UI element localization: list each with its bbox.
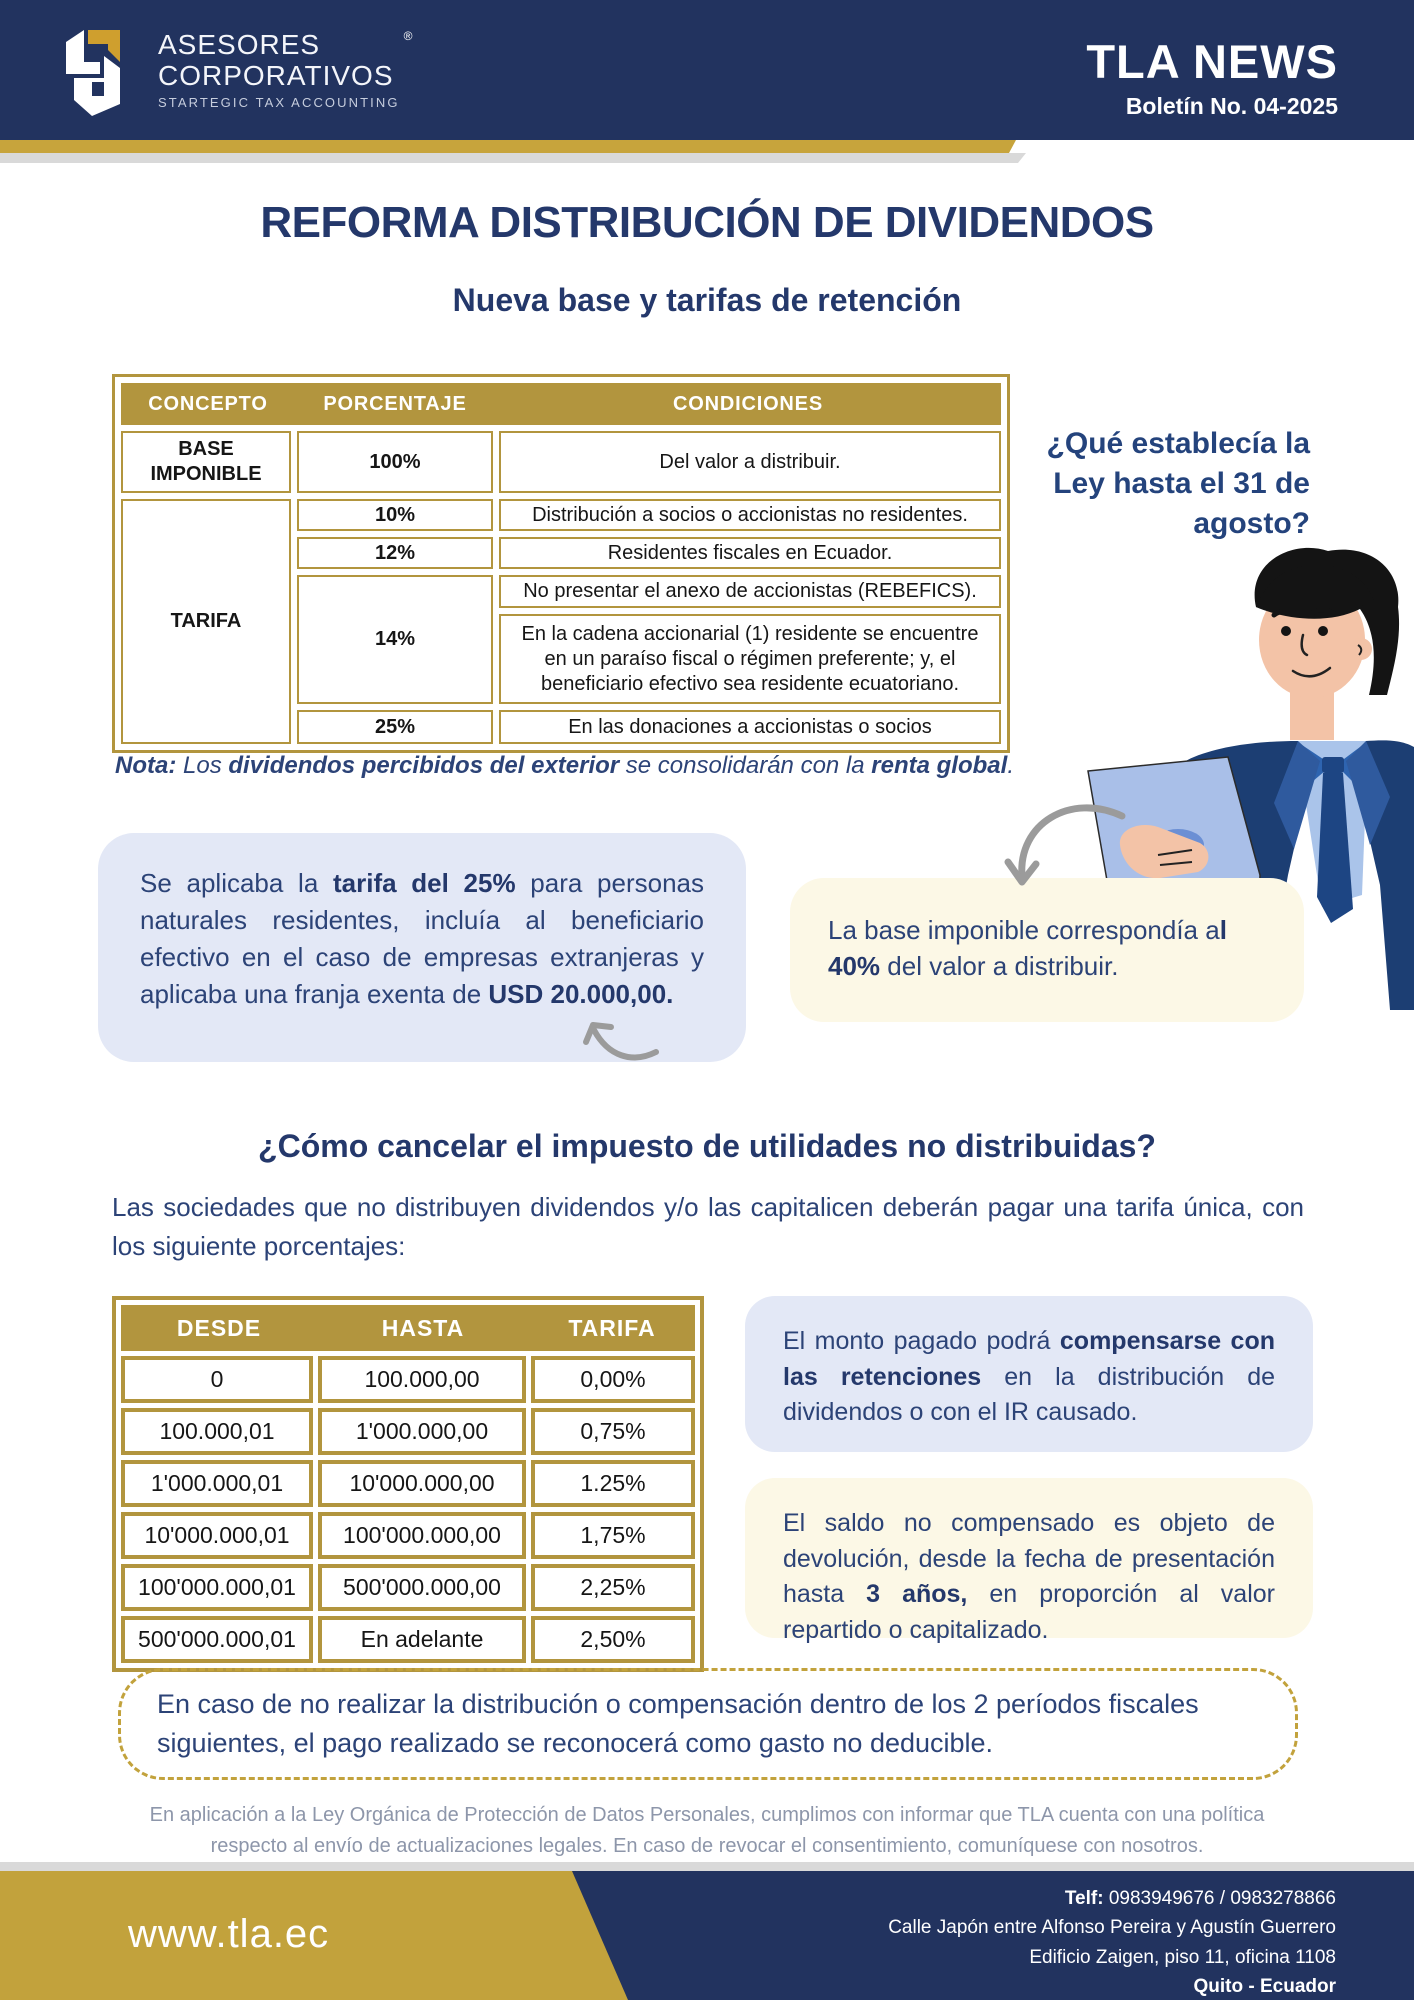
rate-table-header <box>121 1305 695 1351</box>
retention-table-header <box>121 383 1001 425</box>
brand-tagline: STARTEGIC TAX ACCOUNTING <box>158 95 400 111</box>
newsletter-title: TLA NEWS <box>1086 35 1338 88</box>
table-cell: 10'000.000,01 <box>121 1512 313 1559</box>
footer-gray-stripe <box>0 1862 1414 1871</box>
column-header: TARIFA <box>568 1314 656 1341</box>
table-cell: 100'000.000,00 <box>318 1512 526 1559</box>
callout-text: en proporción al valor repartido o capitalizado. <box>783 1580 1275 1644</box>
table-cell-concept: TARIFA <box>121 499 291 744</box>
curved-arrow-icon <box>1000 798 1140 910</box>
callout-bold: compensarse con las retenciones <box>783 1327 1276 1391</box>
page-subtitle: Nueva base y tarifas de retención <box>452 282 962 318</box>
table-cell: 10'000.000,00 <box>318 1460 526 1507</box>
table-cell-condition: No presentar el anexo de accionistas (REBEFICS). <box>499 575 1001 608</box>
table-cell: 100.000,01 <box>121 1408 313 1455</box>
table-cell-condition: Del valor a distribuir. <box>499 431 1001 493</box>
table-cell: 100'000.000,01 <box>121 1564 313 1611</box>
warning-text: En caso de no realizar la distribución o compensación dentro de los 2 períodos fiscales siguientes, el pago realizado se reconocerá como gasto no deducible. <box>157 1688 1199 1758</box>
brand-line-1: ASESORES <box>158 28 321 60</box>
phone-label: Telf: <box>1064 1888 1104 1909</box>
callout-bold: 3 años, <box>866 1580 968 1608</box>
page-title: REFORMA DISTRIBUCIÓN DE DIVIDENDOS <box>260 198 1154 247</box>
table-cell: 0,00% <box>531 1356 695 1403</box>
phone-line <box>888 1884 1336 1913</box>
callout-text: El saldo no compensado es objeto de devolución, desde la fecha de presentación hasta <box>783 1509 1275 1608</box>
table-cell-percentage: 25% <box>297 710 493 744</box>
contact-info <box>888 1884 1336 2000</box>
callout-text: Se aplicaba la <box>140 868 333 898</box>
column-header: CONDICIONES <box>673 392 823 415</box>
column-header: PORCENTAJE <box>323 392 467 415</box>
callout-bold: l 40% <box>828 915 1227 982</box>
phone-numbers: 0983949676 / 0983278866 <box>1103 1888 1336 1909</box>
callout-refund <box>745 1478 1313 1644</box>
table-cell-concept: BASE IMPONIBLE <box>121 431 291 493</box>
callout-text: La base imponible correspondía a <box>828 915 1220 945</box>
note-bold: dividendos percibidos del exterior <box>228 752 620 779</box>
registered-trademark: ® <box>403 29 413 43</box>
table-cell: 2,50% <box>531 1616 695 1663</box>
column-header: DESDE <box>176 1314 262 1341</box>
table-note <box>115 752 1015 780</box>
bulletin-number: Boletín No. 04-2025 <box>1125 93 1338 119</box>
table-cell: 2,25% <box>531 1564 695 1611</box>
privacy-disclaimer: En aplicación a la Ley Orgánica de Protección de Datos Personales, cumplimos con informar que TLA cuenta con una política respecto al envío de actualizaciones legales. En caso de revocar el consentimiento, comuníquese con nosotros. <box>149 1804 1265 1857</box>
callout-text: para personas naturales residentes, incluía al beneficiario efectivo en el caso de empresas extranjeras y aplicaba una franja exenta de <box>140 868 704 1009</box>
callout-text: en la distribución de dividendos o con el IR causado. <box>783 1362 1276 1426</box>
company-logo <box>62 22 424 118</box>
callout-text: del valor a distribuir. <box>880 951 1119 982</box>
table-cell: 500'000.000,01 <box>121 1616 313 1663</box>
table-cell: 1,75% <box>531 1512 695 1559</box>
table-cell-percentage: 14% <box>297 575 493 704</box>
note-text: . <box>1007 752 1014 779</box>
table-cell: En adelante <box>318 1616 526 1663</box>
warning-box <box>118 1668 1298 1780</box>
callout-bold: USD 20.000,00. <box>488 978 674 1009</box>
table-cell-percentage: 100% <box>297 431 493 493</box>
table-cell: 100.000,00 <box>318 1356 526 1403</box>
table-cell: 0 <box>121 1356 313 1403</box>
callout-bold: tarifa del 25% <box>333 868 516 898</box>
table-cell: 0,75% <box>531 1408 695 1455</box>
note-label: Nota: <box>115 752 177 779</box>
column-header: HASTA <box>381 1314 465 1341</box>
table-cell: 1.25% <box>531 1460 695 1507</box>
table-cell-condition: En la cadena accionarial (1) residente se encuentre en un paraíso fiscal o régimen preferente; y, el beneficiario efectivo sea residente ecuatoriano. <box>499 614 1001 704</box>
header-bar <box>0 0 1414 140</box>
note-bold: renta global <box>871 752 1008 779</box>
side-question: ¿Qué establecía la Ley hasta el 31 de agosto? <box>1046 427 1310 540</box>
section-intro: Las sociedades que no distribuyen dividendos y/o las capitalicen deberán pagar una tarifa única, con los siguiente porcentajes: <box>112 1192 1304 1261</box>
gold-accent-stripe <box>0 140 1016 153</box>
curved-arrow-icon <box>580 1006 662 1064</box>
table-cell: 1'000.000,01 <box>121 1460 313 1507</box>
brand-line-2: CORPORATIVOS <box>158 59 394 91</box>
company-name <box>158 30 400 111</box>
table-cell-condition: Distribución a socios o accionistas no residentes. <box>499 499 1001 531</box>
newsletter-title-block <box>1086 34 1338 120</box>
gray-accent-stripe <box>0 153 1026 163</box>
rate-brackets-table <box>112 1296 704 1672</box>
table-cell-percentage: 10% <box>297 499 493 531</box>
section-title: ¿Cómo cancelar el impuesto de utilidades no distribuidas? <box>258 1128 1156 1164</box>
table-cell-condition: Residentes fiscales en Ecuador. <box>499 537 1001 569</box>
callout-text: El monto pagado podrá <box>783 1327 1060 1355</box>
column-header: CONCEPTO <box>148 392 268 415</box>
table-cell: 1'000.000,00 <box>318 1408 526 1455</box>
address-line-1: Calle Japón entre Alfonso Pereira y Agustín Guerrero <box>888 1917 1336 1939</box>
note-text: se consolidarán con la <box>619 752 872 779</box>
city-line: Quito - Ecuador <box>1193 1976 1336 1998</box>
table-cell-condition: En las donaciones a accionistas o socios <box>499 710 1001 744</box>
callout-compensation <box>745 1296 1313 1452</box>
tla-logo-icon <box>62 22 142 118</box>
table-cell: 500'000.000,00 <box>318 1564 526 1611</box>
retention-table <box>112 374 1010 753</box>
address-line-2: Edificio Zaigen, piso 11, oficina 1108 <box>1029 1946 1336 1968</box>
table-cell-percentage: 12% <box>297 537 493 569</box>
website-url: www.tla.ec <box>128 1912 330 1956</box>
note-text: Los <box>176 752 229 779</box>
